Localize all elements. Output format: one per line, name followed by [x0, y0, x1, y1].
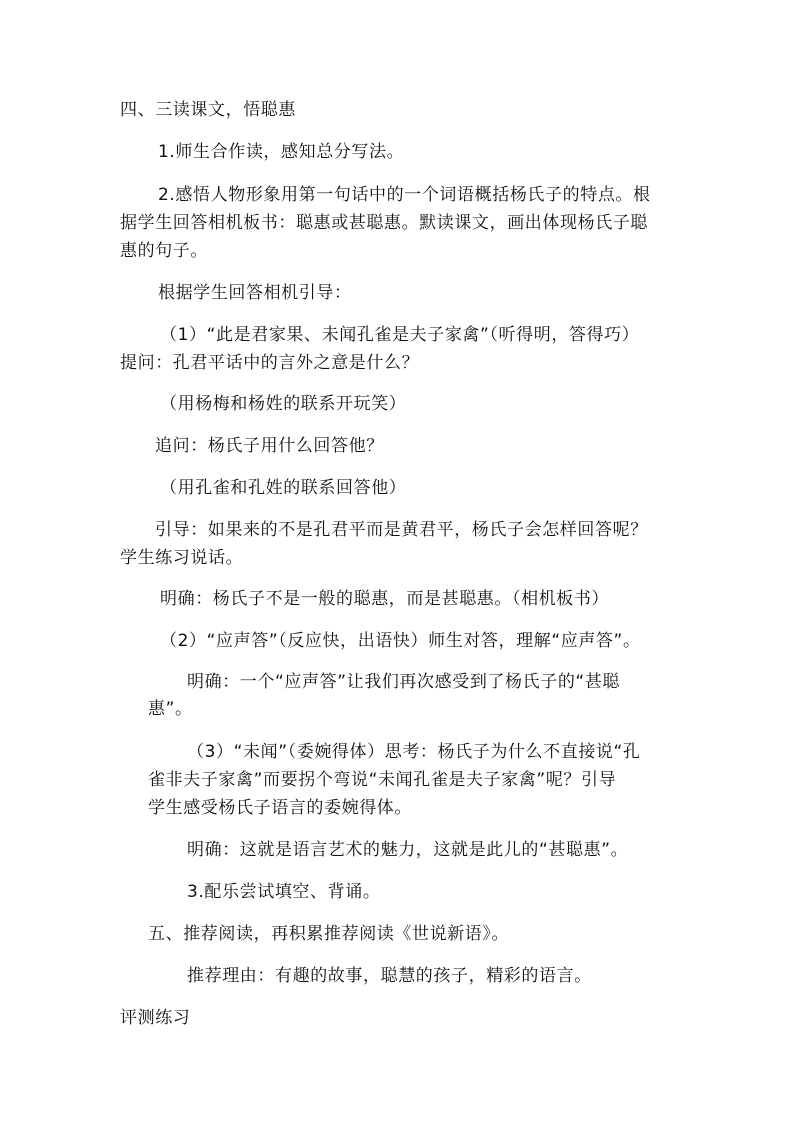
section-heading-5: 五、推荐阅读，再积累推荐阅读《世说新语》。: [148, 924, 510, 944]
step-2-line-3: 惠的句子。: [120, 241, 208, 261]
point-3-line-2: 雀非夫子家禽”而要拐个弯说“未闻孔雀是夫子家禽”呢？引导: [148, 770, 617, 790]
point-1: （1）“此是君家果、未闻孔雀是夫子家禽”（听得明，答得巧）: [160, 325, 640, 345]
clarify-2-line-2: 惠”。: [148, 699, 193, 719]
guide-line-2: 学生练习说话。: [120, 548, 244, 568]
point-2: （2）“应声答”（反应快，出语快）师生对答，理解“应声答”。: [160, 631, 641, 651]
guide-intro: 根据学生回答相机引导：: [158, 283, 352, 303]
step-1: 1.师生合作读，感知总分写法。: [158, 142, 405, 162]
step-3: 3.配乐尝试填空、背诵。: [187, 882, 381, 902]
evaluation-heading: 评测练习: [120, 1008, 191, 1028]
section-heading-4: 四、三读课文，悟聪惠: [120, 100, 296, 120]
clarify-1: 明确：杨氏子不是一般的聪惠，而是甚聪惠。（相机板书）: [160, 589, 610, 609]
note-kongque: （用孔雀和孔姓的联系回答他）: [160, 478, 407, 498]
clarify-2-line-1: 明确：一个“应声答”让我们再次感受到了杨氏子的“甚聪: [187, 672, 621, 692]
question-1: 提问：孔君平话中的言外之意是什么？: [120, 353, 420, 373]
step-2-line-2: 据学生回答相机板书：聪惠或甚聪惠。默读课文，画出体现杨氏子聪: [120, 213, 648, 233]
note-yangmei: （用杨梅和杨姓的联系开玩笑）: [160, 394, 407, 414]
recommendation-reason: 推荐理由：有趣的故事，聪慧的孩子，精彩的语言。: [187, 966, 592, 986]
follow-up-question: 追问：杨氏子用什么回答他？: [155, 436, 384, 456]
step-2-line-1: 2.感悟人物形象用第一句话中的一个词语概括杨氏子的特点。根: [158, 185, 651, 205]
point-3-line-3: 学生感受杨氏子语言的委婉得体。: [148, 798, 412, 818]
clarify-3: 明确：这就是语言艺术的魅力，这就是此儿的“甚聪惠”。: [187, 840, 629, 860]
point-3-line-1: （3）“未闻”（委婉得体）思考：杨氏子为什么不直接说“孔: [187, 742, 641, 762]
guide-line-1: 引导：如果来的不是孔君平而是黄君平，杨氏子会怎样回答呢？: [155, 520, 648, 540]
